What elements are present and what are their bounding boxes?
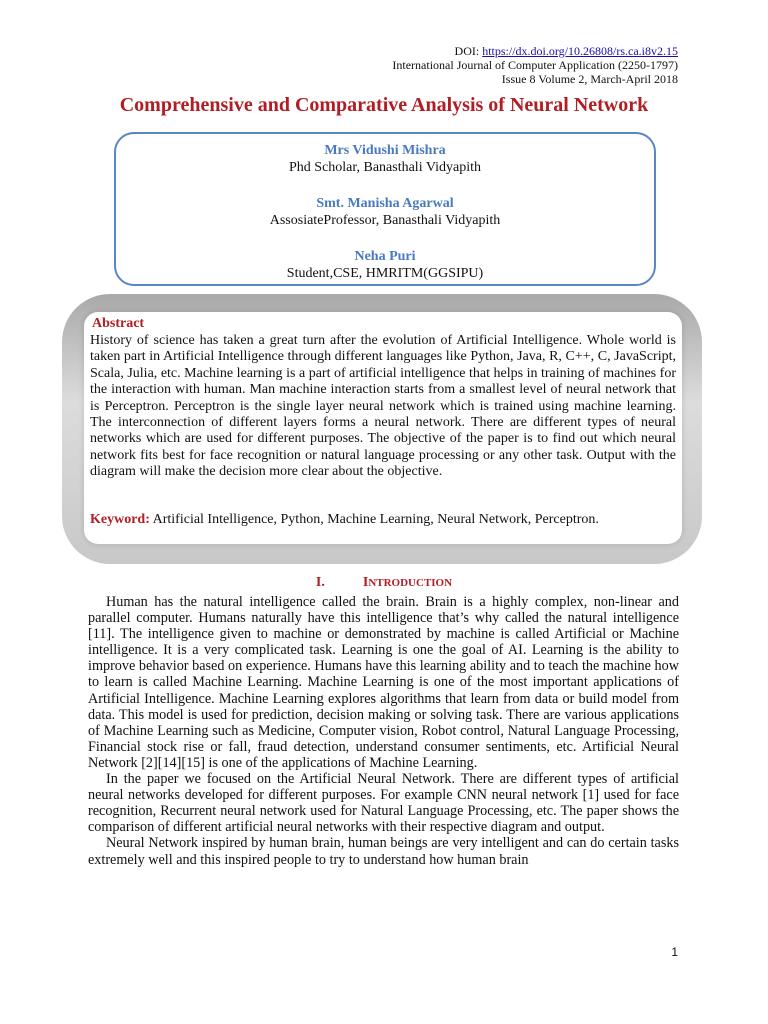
author-box <box>114 132 656 286</box>
author-affiliation: AssosiateProfessor, Banasthali Vidyapith <box>269 213 501 228</box>
paper-title: Comprehensive and Comparative Analysis of Neural Network <box>119 94 649 116</box>
section-number: I. <box>315 575 325 590</box>
author-1 <box>116 142 654 176</box>
doi-label: DOI: <box>454 44 480 58</box>
paragraph: Human has the natural intelligence called the brain. Brain is a highly complex, non-linear and parallel computer. Humans naturally have this intelligence that’s why called the natural intelligence [11]. The intelligence given to machine or demonstrated by machine is called Artificial or Machine intelligence. It is a very complicated task. Learning is one the goal of AI. Learning is the ability to improve behavior based on experience. Humans have this learning ability and to teach the machine how to learn is called Machine Learning. Machine Learning is one of the most important applications of Artificial Intelligence. Machine Learning explores algorithms that learn from data or build model from data. This model is used for prediction, decision making or solving task. There are various applications of Machine Learning such as Medicine, Computer vision, Robot control, Natural Language Processing, Financial stock rise or fall, fraud detection, understand consumer sentiments, etc. Artificial Neural Network [2][14][15] is one of the applications of Machine Learning. <box>88 594 679 771</box>
author-name: Neha Puri <box>354 249 416 264</box>
author-name: Smt. Manisha Agarwal <box>316 196 454 211</box>
doi-line <box>392 44 678 58</box>
abstract-text: History of science has taken a great turn after the evolution of Artificial Intelligence. Whole world is taken part in Artificial Intelligence through different languages like Python, Java, R, C++, C, JavaScript, Scala, Julia, etc. Machine learning is a part of artificial intelligence that helps in training of machines for the interaction with human. Man machine interaction starts from a smallest level of neural network that is Perceptron. Perceptron is the single layer neural network which is trained using machine learning. The interconnection of different layers forms a neural network. There are different types of neural networks which are used for different purposes. The objective of the paper is to find out which neural network fits best for face recognition or natural language processing or any other task. Output with the diagram will make the decision more clear about the objective. <box>90 333 676 480</box>
section-title-initial: I <box>362 575 369 590</box>
paragraph: Neural Network inspired by human brain, human beings are very intelligent and can do certain tasks extremely well and this inspired people to try to understand how human brain <box>88 835 679 868</box>
author-affiliation: Student,CSE, HMRITM(GGSIPU) <box>286 266 484 281</box>
body-text <box>88 594 679 868</box>
author-2 <box>116 195 654 229</box>
abstract-card <box>84 312 682 544</box>
header-meta <box>392 44 678 86</box>
keyword-list: Artificial Intelligence, Python, Machine Learning, Neural Network, Perceptron. <box>152 512 599 527</box>
section-title-rest: NTRODUCTION <box>368 577 453 589</box>
journal-name: International Journal of Computer Application (2250-1797) <box>392 58 678 72</box>
abstract-heading: Abstract <box>92 316 145 331</box>
author-affiliation: Phd Scholar, Banasthali Vidyapith <box>289 160 481 175</box>
paragraph: In the paper we focused on the Artificial Neural Network. There are different types of artificial neural networks developed for different purposes. For example CNN neural network [1] used for face recognition, Recurrent neural network used for Natural Language Processing, etc. The paper shows the comparison of different artificial neural networks with their respective diagram and output. <box>88 771 679 836</box>
page-number: 1 <box>671 945 678 959</box>
keyword-label: Keyword: <box>90 512 150 527</box>
doi-link[interactable]: https://dx.doi.org/10.26808/rs.ca.i8v2.15 <box>482 44 678 58</box>
issue-info: Issue 8 Volume 2, March-April 2018 <box>501 72 678 86</box>
keywords-line <box>90 512 676 528</box>
author-3 <box>116 248 654 282</box>
author-name: Mrs Vidushi Mishra <box>324 143 446 158</box>
section-heading <box>0 575 768 591</box>
